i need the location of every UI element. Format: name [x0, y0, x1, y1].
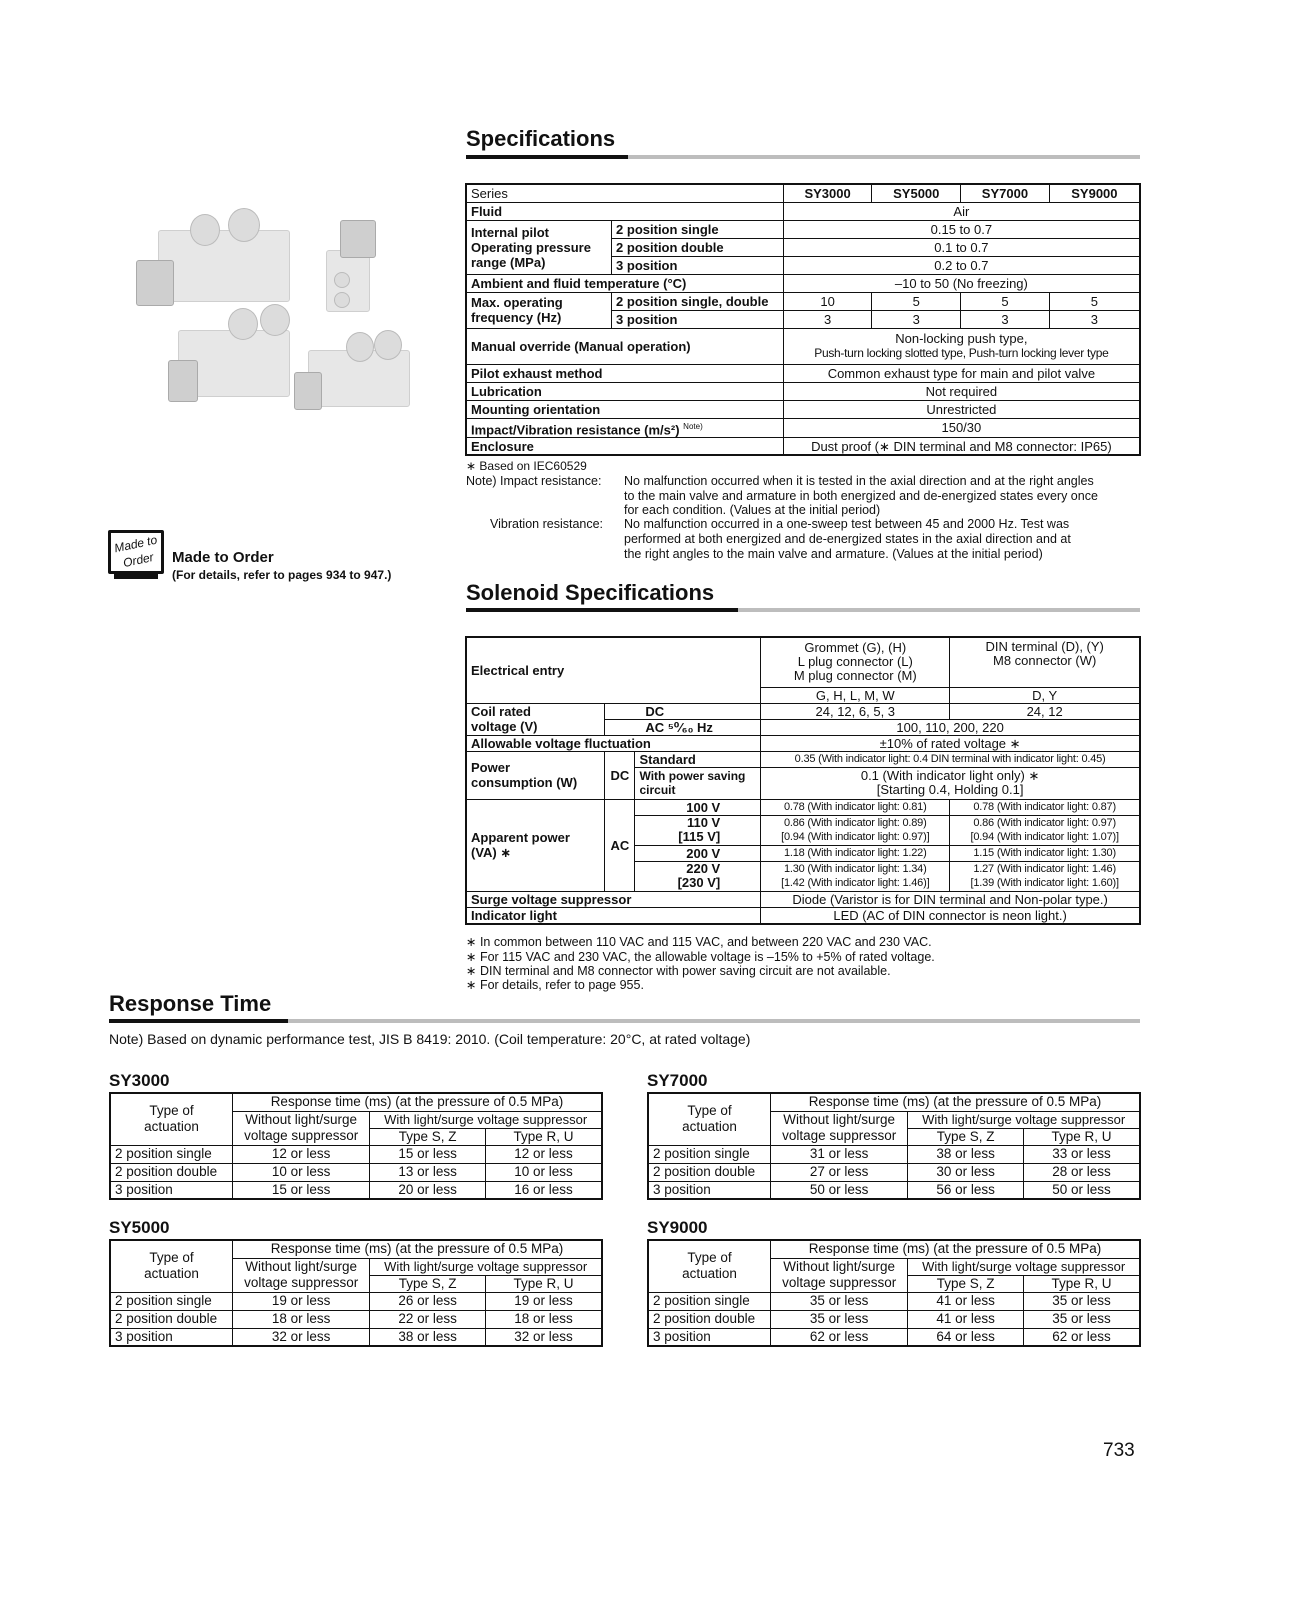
pilot-exhaust-label: Pilot exhaust method	[466, 364, 783, 382]
manual-override-label: Manual override (Manual operation)	[466, 328, 783, 364]
actuation-type: 3 position	[110, 1328, 233, 1346]
response-header: Response time (ms) (at the pressure of 0.5 MPa)	[771, 1240, 1141, 1258]
response-time-table	[109, 1239, 603, 1347]
type-sz-header: Type S, Z	[370, 1128, 486, 1145]
actuation-type: 2 position double	[648, 1310, 771, 1328]
table-row	[648, 1163, 1140, 1181]
response-value: 26 or less	[370, 1292, 486, 1310]
entry-left-line: M plug connector (M)	[793, 668, 917, 684]
response-time-title: Response Time	[109, 991, 272, 1016]
frequency-label-line-1: Max. operating	[471, 295, 563, 310]
response-value: 62 or less	[1023, 1328, 1140, 1346]
coil-voltage-label	[466, 703, 605, 735]
type-header-line: actuation	[144, 1266, 199, 1282]
response-value: 19 or less	[233, 1292, 370, 1310]
apparent-value	[761, 861, 950, 891]
response-value: 19 or less	[485, 1292, 602, 1310]
series-sy5000: SY5000	[872, 184, 961, 202]
with-header: With light/surge voltage suppressor	[370, 1258, 602, 1275]
badge-line-2: Order	[121, 549, 155, 571]
frequency-key: 3 position	[612, 310, 784, 328]
manual-override-line-1: Non-locking push type,	[895, 331, 1028, 346]
frequency-label	[466, 292, 612, 328]
entry-left	[761, 637, 950, 687]
spec-note-impact-line: to the main valve and armature in both energized and de-energized states every once	[624, 489, 1098, 503]
without-header	[771, 1258, 908, 1292]
pressure-value: 0.1 to 0.7	[783, 238, 1140, 256]
without-header-line: Without light/surge	[783, 1259, 896, 1274]
power-label-line-2: consumption (W)	[471, 775, 578, 790]
series-sy7000: SY7000	[961, 184, 1050, 202]
solenoid-note: ∗ For 115 VAC and 230 VAC, the allowable voltage is –15% to +5% of rated voltage.	[466, 950, 935, 964]
surge-label: Surge voltage suppressor	[466, 891, 761, 907]
fluid-value: Air	[783, 202, 1140, 220]
power-saving-label	[635, 767, 761, 799]
with-header: With light/surge voltage suppressor	[370, 1111, 602, 1128]
response-value: 32 or less	[485, 1328, 602, 1346]
response-value: 33 or less	[1023, 1145, 1140, 1163]
saving-label-line-2: circuit	[639, 783, 676, 797]
series-sy3000: SY3000	[783, 184, 872, 202]
standard-label: Standard	[635, 751, 761, 767]
without-header-line: voltage suppressor	[782, 1128, 897, 1143]
table-row	[110, 1310, 602, 1328]
response-value: 10 or less	[485, 1163, 602, 1181]
response-value: 41 or less	[908, 1292, 1024, 1310]
power-saving-value	[761, 767, 1140, 799]
apparent-value: 1.18 (With indicator light: 1.22)	[761, 845, 950, 861]
coil-dc-label: DC	[605, 703, 761, 719]
fluctuation-label: Allowable voltage fluctuation	[466, 735, 761, 751]
voltage-line: [230 V]	[677, 875, 721, 890]
without-header-line: Without light/surge	[245, 1259, 358, 1274]
with-header: With light/surge voltage suppressor	[908, 1111, 1140, 1128]
made-to-order-title: Made to Order	[172, 549, 274, 566]
pressure-key: 3 position	[612, 256, 784, 274]
actuation-type: 3 position	[648, 1328, 771, 1346]
response-value: 62 or less	[771, 1328, 908, 1346]
type-sz-header: Type S, Z	[908, 1128, 1024, 1145]
response-value: 35 or less	[771, 1310, 908, 1328]
saving-value-line-2: [Starting 0.4, Holding 0.1]	[876, 782, 1024, 797]
indicator-value: LED (AC of DIN connector is neon light.)	[761, 907, 1140, 924]
temperature-label: Ambient and fluid temperature (°C)	[466, 274, 783, 292]
impact-note-mark: Note)	[683, 421, 703, 431]
apparent-value: 1.15 (With indicator light: 1.30)	[950, 845, 1140, 861]
apparent-value: 0.78 (With indicator light: 0.87)	[950, 799, 1140, 815]
apparent-line: [0.94 (With indicator light: 1.07)]	[970, 831, 1119, 843]
response-value: 64 or less	[908, 1328, 1024, 1346]
type-sz-header: Type S, Z	[908, 1275, 1024, 1292]
table-row	[110, 1163, 602, 1181]
fluctuation-value: ±10% of rated voltage ∗	[761, 735, 1140, 751]
spec-title-rule-accent	[466, 155, 628, 159]
type-header-line: actuation	[682, 1266, 737, 1282]
response-value: 35 or less	[1023, 1292, 1140, 1310]
actuation-type: 2 position double	[110, 1163, 233, 1181]
response-value: 35 or less	[1023, 1310, 1140, 1328]
pressure-label-line-2: Operating pressure	[471, 239, 591, 255]
impact-label-text: Impact/Vibration resistance (m/s²)	[471, 421, 680, 437]
actuation-type: 2 position single	[110, 1145, 233, 1163]
frequency-value: 5	[872, 292, 961, 310]
frequency-value: 5	[1049, 292, 1140, 310]
entry-code-left: G, H, L, M, W	[761, 687, 950, 703]
table-row	[648, 1181, 1140, 1199]
mounting-value: Unrestricted	[783, 400, 1140, 418]
manual-override-value	[783, 328, 1140, 364]
response-header: Response time (ms) (at the pressure of 0.5 MPa)	[233, 1093, 603, 1111]
response-value: 16 or less	[485, 1181, 602, 1199]
response-table-title: SY7000	[647, 1071, 708, 1090]
response-value: 18 or less	[485, 1310, 602, 1328]
response-value: 22 or less	[370, 1310, 486, 1328]
type-header-line: Type of	[149, 1250, 194, 1266]
actuation-type: 2 position double	[648, 1163, 771, 1181]
response-value: 30 or less	[908, 1163, 1024, 1181]
solenoid-note: ∗ In common between 110 VAC and 115 VAC, and between 220 VAC and 230 VAC.	[466, 935, 932, 949]
voltage-label: 200 V	[635, 845, 761, 861]
standard-value: 0.35 (With indicator light: 0.4 DIN terminal with indicator light: 0.45)	[761, 751, 1140, 767]
response-value: 50 or less	[771, 1181, 908, 1199]
frequency-key: 2 position single, double	[612, 292, 784, 310]
without-header-line: Without light/surge	[783, 1112, 896, 1127]
voltage-line: [115 V]	[678, 829, 721, 844]
response-header: Response time (ms) (at the pressure of 0.5 MPa)	[233, 1240, 603, 1258]
coil-ac-label: AC ⁵⁰⁄₆₀ Hz	[605, 719, 761, 735]
voltage-line: 220 V	[686, 861, 721, 876]
temperature-value: –10 to 50 (No freezing)	[783, 274, 1140, 292]
voltage-label	[635, 815, 761, 845]
specifications-table	[465, 183, 1141, 456]
response-value: 32 or less	[233, 1328, 370, 1346]
response-table-title: SY5000	[109, 1218, 170, 1237]
response-value: 28 or less	[1023, 1163, 1140, 1181]
apparent-line: [0.94 (With indicator light: 0.97)]	[781, 831, 930, 843]
pressure-key: 2 position double	[612, 238, 784, 256]
actuation-type: 2 position double	[110, 1310, 233, 1328]
saving-label-line-1: With power saving	[639, 769, 746, 783]
actuation-type: 2 position single	[110, 1292, 233, 1310]
coil-ac-value: 100, 110, 200, 220	[761, 719, 1140, 735]
without-header-line: Without light/surge	[245, 1112, 358, 1127]
coil-label-line-1: Coil rated	[471, 704, 531, 719]
table-row	[110, 1328, 602, 1346]
frequency-value: 10	[783, 292, 872, 310]
apparent-value	[950, 861, 1140, 891]
apparent-line: 0.86 (With indicator light: 0.89)	[783, 817, 927, 829]
page-number: 733	[1103, 1440, 1135, 1461]
response-value: 12 or less	[233, 1145, 370, 1163]
spec-note-iec: ∗ Based on IEC60529	[466, 459, 587, 473]
apparent-line: [1.42 (With indicator light: 1.46)]	[781, 877, 930, 889]
entry-code-right: D, Y	[950, 687, 1140, 703]
response-value: 38 or less	[370, 1328, 486, 1346]
actuation-type: 3 position	[648, 1181, 771, 1199]
mounting-label: Mounting orientation	[466, 400, 783, 418]
table-row	[110, 1292, 602, 1310]
spec-note-impact-head: Note) Impact resistance:	[466, 474, 602, 488]
response-value: 56 or less	[908, 1181, 1024, 1199]
badge-base	[114, 574, 158, 579]
indicator-label: Indicator light	[466, 907, 761, 924]
actuation-type: 2 position single	[648, 1145, 771, 1163]
enclosure-label: Enclosure	[466, 437, 783, 455]
solenoid-note: ∗ DIN terminal and M8 connector with power saving circuit are not available.	[466, 964, 891, 978]
type-header-line: Type of	[687, 1250, 732, 1266]
apparent-line: 1.30 (With indicator light: 1.34)	[783, 863, 927, 875]
pilot-exhaust-value: Common exhaust type for main and pilot valve	[783, 364, 1140, 382]
without-header	[771, 1111, 908, 1145]
table-row	[648, 1145, 1140, 1163]
response-time-table	[647, 1092, 1141, 1200]
badge-line-1: Made to	[113, 532, 159, 556]
response-time-table	[647, 1239, 1141, 1347]
response-value: 27 or less	[771, 1163, 908, 1181]
spec-note-impact-line: No malfunction occurred when it is tested in the axial direction and at the right angles	[624, 474, 1094, 488]
entry-left-line: L plug connector (L)	[797, 654, 913, 670]
frequency-value: 3	[872, 310, 961, 328]
type-header-line: actuation	[682, 1119, 737, 1135]
apparent-power-label	[466, 799, 605, 891]
without-header-line: voltage suppressor	[244, 1275, 359, 1290]
electrical-entry-label: Electrical entry	[466, 637, 761, 703]
type-header	[648, 1240, 771, 1292]
without-header	[233, 1258, 370, 1292]
apparent-line: [1.39 (With indicator light: 1.60)]	[970, 877, 1119, 889]
response-header: Response time (ms) (at the pressure of 0.5 MPa)	[771, 1093, 1141, 1111]
product-image	[128, 200, 418, 425]
response-value: 38 or less	[908, 1145, 1024, 1163]
response-value: 18 or less	[233, 1310, 370, 1328]
response-value: 12 or less	[485, 1145, 602, 1163]
actuation-type: 2 position single	[648, 1292, 771, 1310]
frequency-value: 3	[783, 310, 872, 328]
pressure-label	[466, 220, 612, 274]
power-label-line-1: Power	[471, 760, 511, 775]
table-row	[648, 1328, 1140, 1346]
apparent-value	[761, 815, 950, 845]
response-value: 41 or less	[908, 1310, 1024, 1328]
response-note: Note) Based on dynamic performance test, JIS B 8419: 2010. (Coil temperature: 20°C, at rated voltage)	[109, 1031, 751, 1047]
response-value: 31 or less	[771, 1145, 908, 1163]
made-to-order-badge	[108, 530, 164, 574]
type-ru-header: Type R, U	[1023, 1128, 1140, 1145]
coil-dc-value: 24, 12	[950, 703, 1140, 719]
pressure-value: 0.15 to 0.7	[783, 220, 1140, 238]
type-header	[648, 1093, 771, 1145]
apparent-ac-label: AC	[605, 799, 635, 891]
type-ru-header: Type R, U	[1023, 1275, 1140, 1292]
series-sy9000: SY9000	[1049, 184, 1140, 202]
series-label: Series	[466, 184, 783, 202]
pressure-value: 0.2 to 0.7	[783, 256, 1140, 274]
solenoid-title: Solenoid Specifications	[466, 580, 715, 605]
type-header	[110, 1093, 233, 1145]
type-header-line: Type of	[149, 1103, 194, 1119]
table-row	[648, 1292, 1140, 1310]
spec-note-impact-line: for each condition. (Values at the initial period)	[624, 503, 881, 517]
response-time-table	[109, 1092, 603, 1200]
enclosure-value: Dust proof (∗ DIN terminal and M8 connector: IP65)	[783, 437, 1140, 455]
spec-note-vibration-line: performed at both energized and de-energized states in the axial direction and at	[624, 532, 1071, 546]
power-consumption-label	[466, 751, 605, 799]
coil-label-line-2: voltage (V)	[471, 719, 538, 734]
response-value: 15 or less	[233, 1181, 370, 1199]
voltage-line: 110 V	[686, 815, 721, 830]
type-ru-header: Type R, U	[485, 1275, 602, 1292]
voltage-label	[635, 861, 761, 891]
response-value: 50 or less	[1023, 1181, 1140, 1199]
apparent-value	[950, 815, 1140, 845]
response-value: 13 or less	[370, 1163, 486, 1181]
entry-right-line: M8 connector (W)	[993, 653, 1097, 668]
spec-note-vibration-line: the right angles to the main valve and armature. (Values at the initial period)	[624, 547, 1043, 561]
without-header-line: voltage suppressor	[782, 1275, 897, 1290]
response-value: 35 or less	[771, 1292, 908, 1310]
coil-dc-value: 24, 12, 6, 5, 3	[761, 703, 950, 719]
frequency-value: 3	[961, 310, 1050, 328]
type-sz-header: Type S, Z	[370, 1275, 486, 1292]
spec-note-vibration-head: Vibration resistance:	[490, 517, 604, 531]
table-row	[110, 1181, 602, 1199]
table-row	[110, 1145, 602, 1163]
solenoid-table	[465, 636, 1141, 925]
frequency-value: 5	[961, 292, 1050, 310]
entry-right	[950, 637, 1140, 687]
apparent-value: 0.78 (With indicator light: 0.81)	[761, 799, 950, 815]
frequency-label-line-2: frequency (Hz)	[471, 310, 562, 325]
specifications-title: Specifications	[466, 126, 616, 151]
manual-override-line-2: Push-turn locking slotted type, Push-turn locking lever type	[814, 346, 1109, 360]
actuation-type: 3 position	[110, 1181, 233, 1199]
lubrication-value: Not required	[783, 382, 1140, 400]
pressure-label-line-1: Internal pilot	[471, 224, 549, 240]
impact-value: 150/30	[783, 418, 1140, 437]
apparent-label-line-1: Apparent power	[471, 830, 570, 845]
frequency-value: 3	[1049, 310, 1140, 328]
type-header	[110, 1240, 233, 1292]
response-value: 20 or less	[370, 1181, 486, 1199]
response-title-rule-accent	[109, 1019, 288, 1023]
voltage-label: 100 V	[635, 799, 761, 815]
apparent-line: 0.86 (With indicator light: 0.97)	[973, 817, 1116, 829]
apparent-line: 1.27 (With indicator light: 1.46)	[973, 863, 1116, 875]
entry-right-line: DIN terminal (D), (Y)	[985, 639, 1104, 654]
apparent-label-line-2: (VA) ∗	[471, 845, 512, 860]
without-header-line: voltage suppressor	[244, 1128, 359, 1143]
type-header-line: Type of	[687, 1103, 732, 1119]
made-to-order-subtitle: (For details, refer to pages 934 to 947.)	[172, 568, 392, 582]
type-header-line: actuation	[144, 1119, 199, 1135]
entry-left-line: Grommet (G), (H)	[804, 640, 907, 656]
fluid-label: Fluid	[466, 202, 783, 220]
pressure-key: 2 position single	[612, 220, 784, 238]
surge-value: Diode (Varistor is for DIN terminal and Non-polar type.)	[761, 891, 1140, 907]
solenoid-title-rule-accent	[466, 608, 738, 612]
response-value: 10 or less	[233, 1163, 370, 1181]
without-header	[233, 1111, 370, 1145]
response-value: 15 or less	[370, 1145, 486, 1163]
with-header: With light/surge voltage suppressor	[908, 1258, 1140, 1275]
response-table-title: SY3000	[109, 1071, 170, 1090]
table-row	[648, 1310, 1140, 1328]
saving-value-line-1: 0.1 (With indicator light only) ∗	[860, 768, 1040, 783]
power-dc-label: DC	[605, 751, 635, 799]
response-table-title: SY9000	[647, 1218, 708, 1237]
solenoid-note: ∗ For details, refer to page 955.	[466, 978, 644, 992]
impact-label	[466, 418, 783, 437]
type-ru-header: Type R, U	[485, 1128, 602, 1145]
pressure-label-line-3: range (MPa)	[471, 254, 546, 270]
lubrication-label: Lubrication	[466, 382, 783, 400]
spec-note-vibration-line: No malfunction occurred in a one-sweep test between 45 and 2000 Hz. Test was	[624, 517, 1070, 531]
